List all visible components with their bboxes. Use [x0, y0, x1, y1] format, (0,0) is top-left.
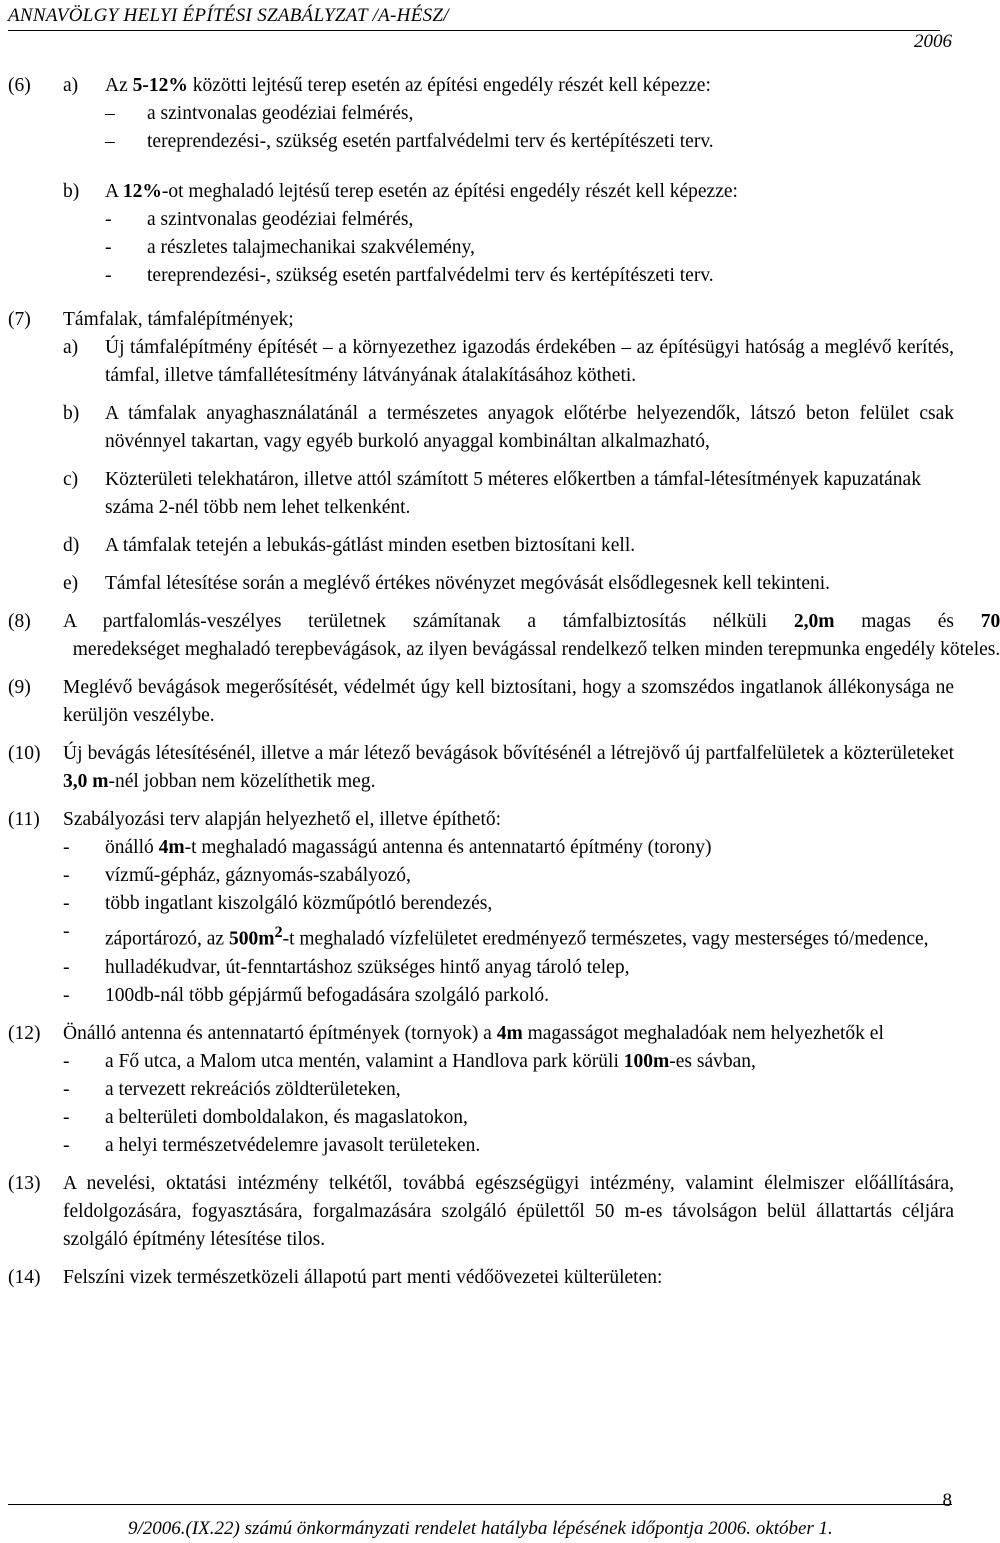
subsection-letter: e) [63, 573, 79, 594]
subsection-text: Közterületi telekhatáron, illetve attól számított 5 méteres előkertben a támfal-létesítmények kapuzatának száma 2-nél több nem lehet telkenként. [105, 469, 921, 518]
subsection-letter: b) [63, 181, 80, 202]
text: -ot meghaladó lejtésű terep esetén az építési engedély részét kell képezze: [161, 181, 738, 202]
superscript: 2 [274, 923, 283, 941]
list-item [105, 100, 954, 128]
list-item [105, 206, 954, 234]
list-item [63, 862, 954, 890]
list-item [63, 1132, 954, 1160]
list-text: a tervezett rekreációs zöldterületeken, [105, 1078, 401, 1100]
text: záportározó, az [105, 928, 229, 950]
list-text: vízmű-gépház, gáznyomás-szabályozó, [105, 865, 411, 886]
list-item [63, 918, 954, 954]
bold-text: 2,0m [793, 611, 835, 632]
dash-marker: - [63, 837, 70, 858]
subsection-text: Új támfalépítmény építését – a környezethez igazodás érdekében – az építésügyi hatóság a meglévő kerítés, támfal, illetve támfallétesítmény látványának átalakításához kötheti. [105, 337, 954, 386]
list-item [63, 1076, 954, 1104]
header-year: 2006 [914, 31, 952, 52]
list-item [63, 982, 954, 1010]
list-text: tereprendezési-, szükség esetén partfalvédelmi terv és kertépítészeti terv. [147, 131, 714, 152]
text: magas és [834, 611, 981, 632]
text: A [105, 181, 123, 202]
subsection-7e [63, 570, 954, 598]
paragraph-number: (8) [8, 611, 31, 632]
subsection-7c [63, 466, 954, 522]
list-item [63, 890, 954, 918]
text: -t meghaladó magasságú antenna és antennatartó építmény (torony) [184, 837, 712, 858]
dash-marker: – [105, 131, 115, 152]
bold-text: 3,0 m [63, 771, 109, 792]
page-number: 8 [942, 1490, 952, 1511]
dash-marker: - [105, 209, 112, 230]
subsection-letter: b) [63, 403, 80, 424]
text: A partfalomlás-veszélyes területnek számítanak a támfalbiztosítás nélküli [63, 611, 794, 632]
subsection-6b [63, 178, 954, 290]
text: Új bevágás létesítésénél, illetve a már létező bevágások bővítésénél a létrejövő új partfalfelületek a közterületeket [63, 743, 954, 764]
dash-marker: - [63, 1134, 70, 1156]
dash-marker: - [63, 1050, 70, 1072]
list-text: a szintvonalas geodéziai felmérés, [147, 103, 414, 124]
dash-marker: - [63, 893, 70, 914]
list-text: a részletes talajmechanikai szakvélemény, [147, 237, 475, 258]
paragraph-6 [8, 72, 954, 296]
bold-text: 70 [980, 611, 1000, 632]
text: közötti lejtésű terep esetén az építési engedély részét kell képezze: [187, 75, 711, 96]
paragraph-8 [8, 608, 1000, 664]
dash-marker: - [63, 1078, 70, 1100]
paragraph-text: Meglévő bevágások megerősítését, védelmét úgy kell biztosítani, hogy a szomszédos ingatlanok állékonysága ne kerüljön veszélybe. [63, 677, 954, 726]
paragraph-10 [8, 740, 954, 796]
list-text: több ingatlant kiszolgáló közműpótló berendezés, [105, 893, 493, 914]
paragraph-number: (14) [8, 1266, 41, 1288]
dash-marker: - [63, 921, 70, 942]
text: -es sávban, [669, 1050, 756, 1072]
dash-marker: - [63, 1106, 70, 1128]
subsection-text: A támfalak tetején a lebukás-gátlást minden esetben biztosítani kell. [105, 535, 636, 556]
paragraph-number: (6) [8, 75, 31, 96]
text: Az [105, 75, 133, 96]
page-footer [8, 1490, 952, 1539]
text: magasságot meghaladóak nem helyezhetők el [522, 1022, 884, 1044]
list-text: 100db-nál több gépjármű befogadására szolgáló parkoló. [105, 984, 550, 1006]
paragraph-12 [8, 1020, 954, 1160]
text: -t meghaladó vízfelületet eredményező természetes, vagy mesterséges tó/medence, [282, 928, 929, 950]
dash-marker: - [105, 265, 112, 286]
bold-text: 4m [158, 837, 185, 858]
list-text: a helyi természetvédelemre javasolt területeken. [105, 1134, 481, 1156]
paragraph-number: (12) [8, 1022, 41, 1044]
header-title: ANNAVÖLGY HELYI ÉPÍTÉSI SZABÁLYZAT /A-HÉSZ/ [8, 5, 449, 26]
paragraph-9 [8, 674, 954, 730]
dash-marker: - [105, 237, 112, 258]
dash-marker: - [63, 956, 70, 978]
dash-marker: – [105, 103, 115, 124]
list-item [63, 954, 954, 982]
bold-text: 4m [496, 1022, 523, 1044]
list-text: hulladékudvar, út-fenntartáshoz szükséges hintő anyag tároló telep, [105, 956, 630, 978]
paragraph-text: A nevelési, oktatási intézmény telkétől, továbbá egészségügyi intézmény, valamint élelmiszer előállítására, feldolgozására, fogyasztására, forgalmazására szolgáló épülettől 50 m-es távolságon belül állattartás céljára szolgáló építmény létesítése tilos. [63, 1172, 954, 1250]
paragraph-text: Felszíni vizek természetközeli állapotú part menti védőövezetei külterületen: [63, 1266, 663, 1288]
paragraph-number: (7) [8, 309, 31, 330]
dash-marker: - [63, 865, 70, 886]
dash-marker: - [63, 984, 70, 1006]
text: Önálló antenna és antennatartó építmények (tornyok) a [63, 1022, 497, 1044]
list-item [63, 1104, 954, 1132]
page-header [8, 0, 952, 52]
text: meredekséget meghaladó terepbevágások, az ilyen bevágással rendelkező telken minden terepmunka engedély köteles. [63, 639, 1000, 660]
paragraph-number: (11) [8, 809, 40, 830]
subsection-7a [63, 334, 954, 390]
bold-text: 5-12% [132, 75, 188, 96]
list-item [63, 834, 954, 862]
list-item [105, 234, 954, 262]
subsection-text: A támfalak anyaghasználatánál a természetes anyagok előtérbe helyezendők, látszó beton felület csak növénnyel takartan, vagy egyéb burkoló anyaggal kombináltan alkalmazható, [105, 403, 954, 452]
bold-text: 500m [228, 928, 275, 950]
text: a Fő utca, a Malom utca mentén, valamint a Handlova park körüli [105, 1050, 624, 1072]
subsection-7b [63, 400, 954, 456]
paragraph-number: (9) [8, 677, 31, 698]
subsection-letter: c) [63, 469, 79, 490]
bold-text: 100m [623, 1050, 670, 1072]
subsection-6a [63, 72, 954, 156]
paragraph-number: (13) [8, 1172, 41, 1194]
paragraph-14 [8, 1264, 954, 1292]
document-body [8, 72, 1000, 1302]
bold-text: 12% [122, 181, 162, 202]
list-text: a szintvonalas geodéziai felmérés, [147, 209, 414, 230]
paragraph-title: Támfalak, támfalépítmények; [63, 309, 294, 330]
text: -nél jobban nem közelíthetik meg. [108, 771, 376, 792]
subsection-letter: d) [63, 535, 80, 556]
paragraph-11 [8, 806, 954, 1010]
paragraph-13 [8, 1170, 954, 1254]
subsection-text: Támfal létesítése során a meglévő értékes növényzet megóvását elsődlegesnek kell tekinteni. [105, 573, 831, 594]
list-item [63, 1048, 954, 1076]
text: önálló [105, 837, 159, 858]
list-text: a belterületi domboldalakon, és magaslatokon, [105, 1106, 468, 1128]
list-item [105, 128, 954, 156]
subsection-letter: a) [63, 337, 79, 358]
list-text: tereprendezési-, szükség esetén partfalvédelmi terv és kertépítészeti terv. [147, 265, 714, 286]
subsection-letter: a) [63, 75, 79, 96]
subsection-7d [63, 532, 954, 560]
paragraph-number: (10) [8, 743, 41, 764]
paragraph-title: Szabályozási terv alapján helyezhető el, illetve építhető: [63, 809, 502, 830]
list-item [105, 262, 954, 290]
paragraph-7 [8, 306, 954, 598]
footer-text: 9/2006.(IX.22) számú önkormányzati rendelet hatályba lépésének időpontja 2006. október 1. [128, 1518, 833, 1539]
